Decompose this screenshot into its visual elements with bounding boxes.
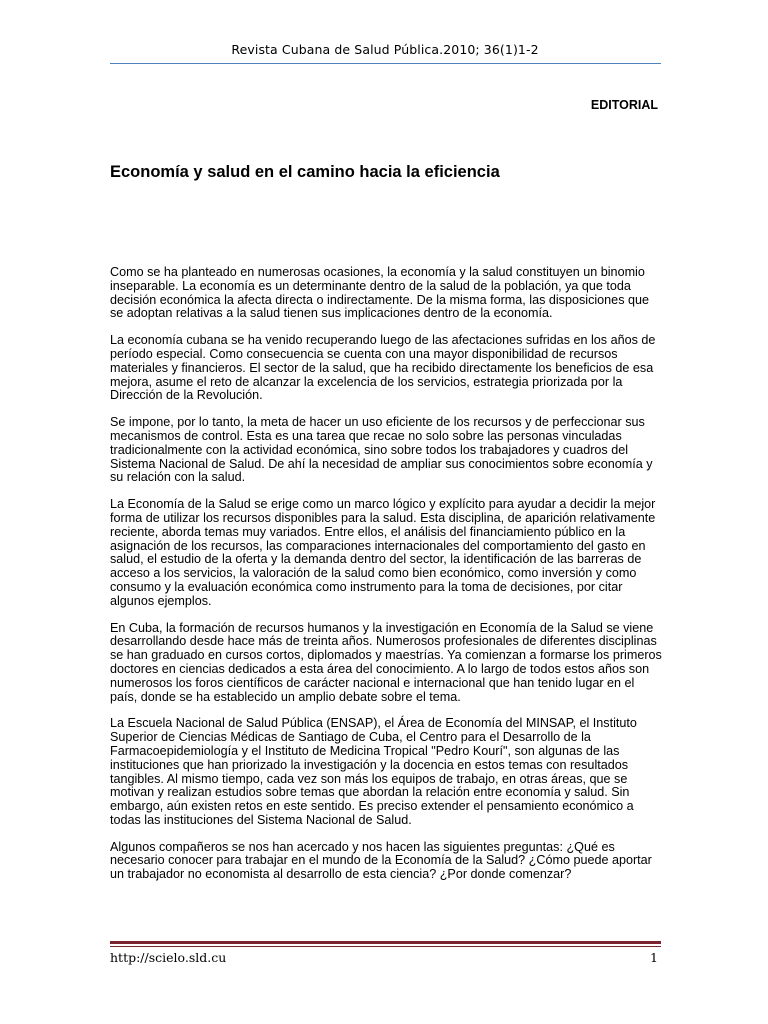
paragraph-3: Se impone, por lo tanto, la meta de hacer un uso eficiente de los recursos y de perfeccionar sus mecanismos de control. Esta es una tarea que recae no solo sobre las personas vinculadas tradicionalmente con la actividad económica, sino sobre todos los trabajadores y cuadros del Sistema Nacional de Salud. De ahí la necesidad de ampliar sus conocimientos sobre economía y su relación con la salud. — [110, 415, 653, 485]
header-divider — [110, 63, 661, 64]
footer-divider-thick — [110, 941, 661, 944]
footer-divider-thin — [110, 946, 661, 947]
section-label: EDITORIAL — [590, 98, 658, 112]
running-header: Revista Cubana de Salud Pública.2010; 36(1)1-2 — [231, 42, 539, 57]
paragraph-5: En Cuba, la formación de recursos humanos y la investigación en Economía de la Salud se viene desarrollando desde hace más de treinta años. Numerosos profesionales de diferentes disciplinas se han graduado en cursos cortos, diplomados y maestrías. Ya comienzan a formarse los primeros doctores en ciencias dedicados a esta área del conocimiento. A lo largo de todos estos años son numerosos los foros científicos de carácter nacional e internacional que han tenido lugar en el país, donde se ha establecido un amplio debate sobre el tema. — [110, 620, 662, 704]
footer-url-link[interactable]: http://scielo.sld.cu — [110, 950, 227, 965]
paragraph-6: La Escuela Nacional de Salud Pública (ENSAP), el Área de Economía del MINSAP, el Instituto Superior de Ciencias Médicas de Santiago de Cuba, el Centro para el Desarrollo de la Farmacoepidemiología y el Instituto de Medicina Tropical "Pedro Kourí", son algunas de las instituciones que han priorizado la investigación y la docencia en estos temas con resultados tangibles. Al mismo tiempo, cada vez son más los equipos de trabajo, en otras áreas, que se motivan y realizan estudios sobre temas que abordan la relación entre economía y salud. Sin embargo, aún existen retos en este sentido. Es preciso extender el pensamiento económico a todas las instituciones del Sistema Nacional de Salud. — [110, 716, 637, 827]
paragraph-7: Algunos compañeros se nos han acercado y nos hacen las siguientes preguntas: ¿Qué es necesario conocer para trabajar en el mundo de la Economía de la Salud? ¿Cómo puede aportar un trabajador no economista al desarrollo de esta ciencia? ¿Por donde comenzar? — [110, 839, 652, 882]
paragraph-1: Como se ha planteado en numerosas ocasiones, la economía y la salud constituyen un binomio inseparable. La economía es un determinante dentro de la salud de la población, ya que toda decisión económica la afecta directa o indirectamente. De la misma forma, las disposiciones que se adoptan relativas a la salud tienen sus implicaciones dentro de la economía. — [110, 265, 649, 321]
paragraph-2: La economía cubana se ha venido recuperando luego de las afectaciones sufridas en los años de período especial. Como consecuencia se cuenta con una mayor disponibilidad de recursos materiales y financieros. El sector de la salud, que ha recibido directamente los beneficios de esa mejora, asume el reto de alcanzar la excelencia de los servicios, estrategia priorizada por la Dirección de la Revolución. — [110, 333, 656, 403]
paragraph-4: La Economía de la Salud se erige como un marco lógico y explícito para ayudar a decidir la mejor forma de utilizar los recursos disponibles para la salud. Esta disciplina, de aparición relativamente reciente, aborda temas muy variados. Entre ellos, el análisis del financiamiento público en la asignación de los recursos, las comparaciones internacionales del comportamiento del gasto en salud, el estudio de la oferta y la demanda dentro del sector, la identificación de las barreras de acceso a los servicios, la valoración de la salud como bien económico, como inversión y como consumo y la evaluación económica como instrumento para la toma de decisiones, por citar algunos ejemplos. — [110, 497, 656, 608]
article-title: Economía y salud en el camino hacia la eficiencia — [110, 163, 500, 181]
page-number: 1 — [650, 950, 658, 965]
article-body — [110, 266, 662, 895]
